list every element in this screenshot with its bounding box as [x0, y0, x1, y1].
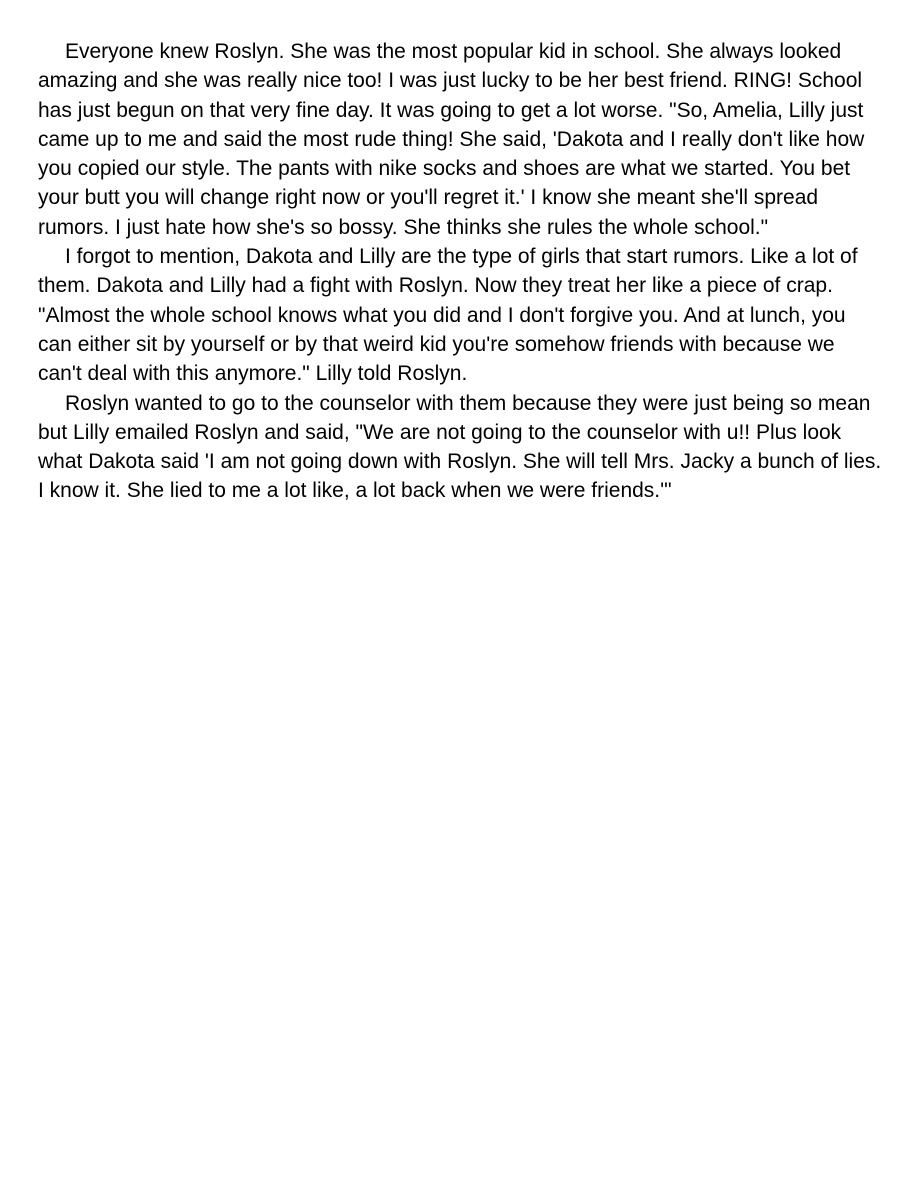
paragraph-2: I forgot to mention, Dakota and Lilly are the type of girls that start rumors. Like a lot of them. Dakota and Lilly had a fight with Roslyn. Now they treat her like a piece of crap. "Almost the whole school knows what you did and I don't forgive you. And at lunch, you can either sit by yourself or by that weird kid you're somehow friends with because we can't deal with this anymore." Lilly told Roslyn.: [38, 245, 858, 386]
document-page: [38, 37, 884, 506]
paragraph-3: Roslyn wanted to go to the counselor with them because they were just being so mean but Lilly emailed Roslyn and said, "We are not going to the counselor with u!! Plus look what Dakota said 'I am not going down with Roslyn. She will tell Mrs. Jacky a bunch of lies. I know it. She lied to me a lot like, a lot back when we were friends.'": [38, 391, 882, 503]
paragraph-1: Everyone knew Roslyn. She was the most popular kid in school. She always looked amazing and she was really nice too! I was just lucky to be her best friend. RING! School has just begun on that very fine day. It was going to get a lot worse. "So, Amelia, Lilly just came up to me and said the most rude thing! She said, 'Dakota and I really don't like how you copied our style. The pants with nike socks and shoes are what we started. You bet your butt you will change right now or you'll regret it.' I know she meant she'll spread rumors. I just hate how she's so bossy. She thinks she rules the whole school.": [38, 40, 865, 239]
